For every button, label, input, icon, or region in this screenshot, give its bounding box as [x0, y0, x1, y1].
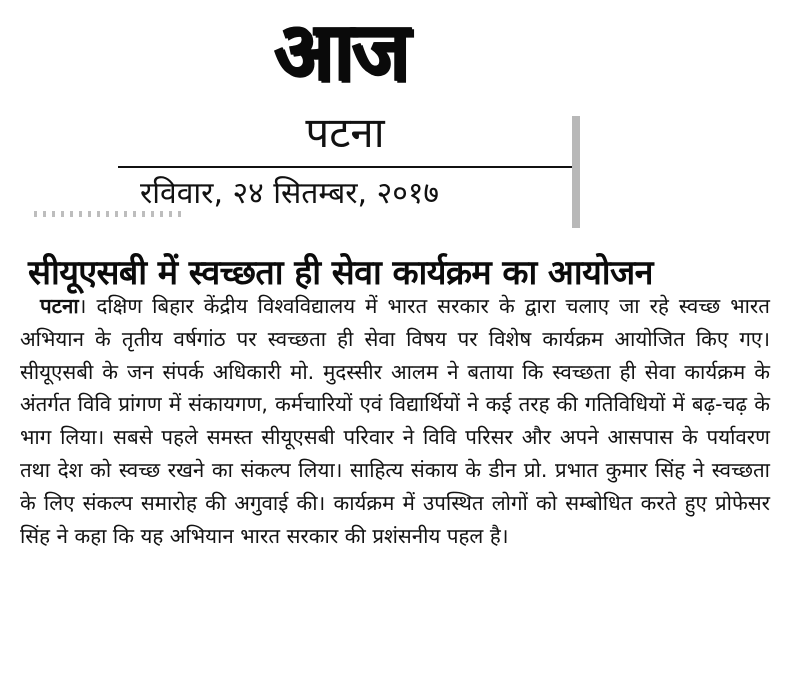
edition-city: पटना [305, 108, 385, 157]
article-body [20, 290, 770, 552]
newspaper-masthead: आज [274, 4, 408, 100]
article-dateline: पटना [40, 294, 79, 318]
column-shade [572, 116, 580, 228]
scan-artifact [34, 211, 184, 217]
article-paragraph [20, 290, 770, 552]
edition-date: रविवार, २४ सितम्बर, २०१७ [140, 176, 440, 211]
article-body-text: । दक्षिण बिहार केंद्रीय विश्वविद्यालय में भारत सरकार के द्वारा चलाए जा रहे स्वच्छ भारत अभियान के तृतीय वर्षगांठ पर स्वच्छता ही सेवा विषय पर विशेष कार्यक्रम आयोजित किए गए। सीयूएसबी के जन संपर्क अधिकारी मो. मुदस्सीर आलम ने बताया कि स्वच्छता ही सेवा कार्यक्रम के अंतर्गत विवि प्रांगण में संकायगण, कर्मचारियों एवं विद्यार्थियों ने कई तरह की गतिविधियों में बढ़-चढ़ के भाग लिया। सबसे पहले समस्त सीयूएसबी परिवार ने विवि परिसर और अपने आसपास के पर्यावरण तथा देश को स्वच्छ रखने का संकल्प लिया। साहित्य संकाय के डीन प्रो. प्रभात कुमार सिंह ने स्वच्छता के लिए संकल्प समारोह की अगुवाई की। कार्यक्रम में उपस्थित लोगों को सम्बोधित करते हुए प्रोफेसर सिंह ने कहा कि यह अभियान भारत सरकार की प्रशंसनीय पहल है। [20, 294, 770, 548]
edition-divider [118, 166, 573, 168]
article-headline: सीयूएसबी में स्वच्छता ही सेवा कार्यक्रम का आयोजन [28, 252, 653, 293]
